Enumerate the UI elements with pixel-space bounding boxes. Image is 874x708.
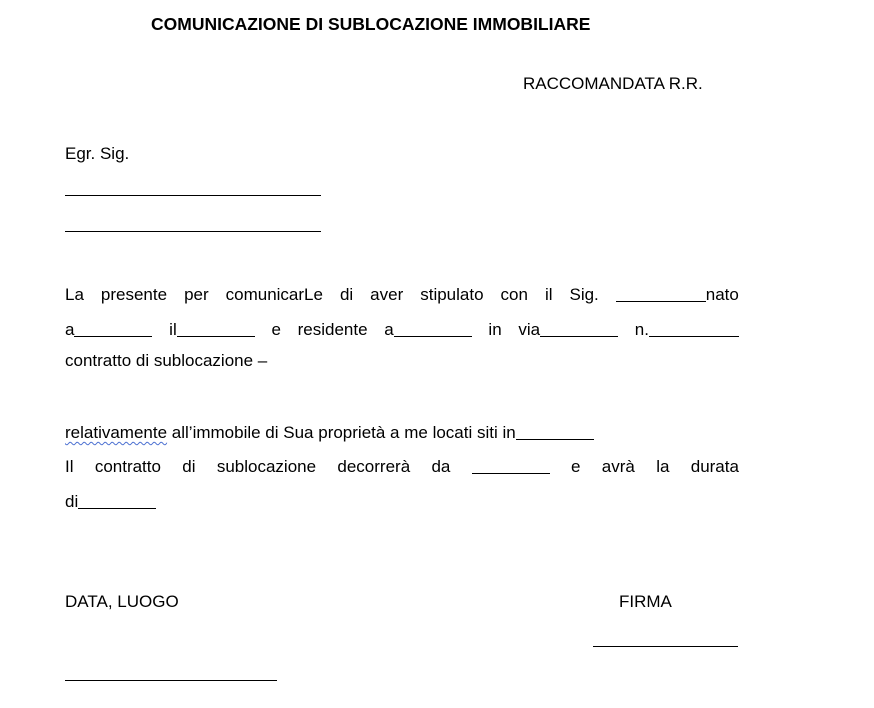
property-location-blank bbox=[516, 422, 594, 440]
body-line-5 bbox=[65, 454, 739, 477]
word: Il bbox=[65, 457, 74, 476]
word: avrà bbox=[601, 457, 635, 476]
date-place-label: DATA, LUOGO bbox=[65, 592, 179, 611]
word: in bbox=[488, 320, 502, 339]
word: stipulato bbox=[420, 285, 484, 304]
sublessee-name-group bbox=[616, 282, 739, 305]
word: la bbox=[656, 457, 670, 476]
word: Sig. bbox=[569, 285, 599, 304]
street-blank bbox=[540, 319, 618, 337]
body-line-6 bbox=[65, 489, 156, 512]
word: durata bbox=[690, 457, 739, 476]
birthplace-group bbox=[65, 317, 152, 340]
property-location-text: all’immobile di Sua proprietà a me locati siti in bbox=[167, 423, 516, 442]
body-line-4 bbox=[65, 420, 594, 443]
word: nato bbox=[705, 285, 739, 304]
signature-blank bbox=[593, 646, 738, 647]
word: decorrerà bbox=[337, 457, 411, 476]
body-line-1 bbox=[65, 282, 739, 305]
word: presente bbox=[100, 285, 168, 304]
body-line-3: contratto di sublocazione – bbox=[65, 351, 268, 370]
word: a bbox=[384, 320, 394, 339]
word: via bbox=[518, 320, 541, 339]
word: a bbox=[65, 320, 75, 339]
word: contratto bbox=[94, 457, 161, 476]
word: il bbox=[544, 285, 553, 304]
document-title: COMUNICAZIONE DI SUBLOCAZIONE IMMOBILIARE bbox=[151, 14, 591, 34]
salutation: Egr. Sig. bbox=[65, 144, 130, 163]
residence-group bbox=[384, 317, 471, 340]
word: e bbox=[571, 457, 581, 476]
residence-city-blank bbox=[394, 319, 472, 337]
word: comunicarLe bbox=[225, 285, 323, 304]
birthplace-blank bbox=[74, 319, 152, 337]
street-group bbox=[518, 317, 618, 340]
spellcheck-word: relativamente bbox=[65, 423, 168, 442]
date-place-blank bbox=[65, 680, 277, 681]
word: aver bbox=[370, 285, 404, 304]
word: di bbox=[339, 285, 354, 304]
word: di bbox=[182, 457, 196, 476]
recipient-name-blank bbox=[65, 195, 321, 196]
word: e bbox=[271, 320, 281, 339]
birthdate-group bbox=[169, 317, 255, 340]
house-number-blank bbox=[649, 319, 739, 337]
body-line-2 bbox=[65, 317, 739, 340]
house-number-group bbox=[635, 317, 739, 340]
word: sublocazione bbox=[216, 457, 317, 476]
word: La bbox=[65, 285, 84, 304]
birthdate-blank bbox=[177, 319, 255, 337]
word: con bbox=[500, 285, 528, 304]
signature-label: FIRMA bbox=[619, 592, 672, 611]
word: di bbox=[65, 492, 79, 511]
recipient-address-blank bbox=[65, 231, 321, 232]
word: da bbox=[431, 457, 451, 476]
duration-blank bbox=[78, 491, 156, 509]
word: n. bbox=[634, 320, 649, 339]
start-date-blank bbox=[472, 456, 550, 474]
sublessee-name-blank bbox=[616, 284, 706, 302]
word: il bbox=[169, 320, 177, 339]
word: per bbox=[184, 285, 209, 304]
word: residente bbox=[297, 320, 368, 339]
raccomandata-label: RACCOMANDATA R.R. bbox=[523, 74, 703, 93]
